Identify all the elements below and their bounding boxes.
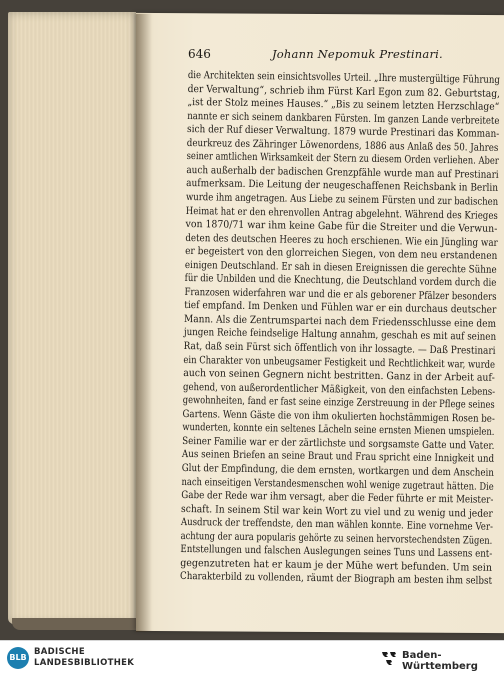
text-line: einigen Deutschland. Er sah in diesen Ereignissen die gerechte Sühne (184, 259, 497, 276)
text-line: Rat, daß sein Fürst sich öffentlich von ihr lossagte. — Daß Prestinari (183, 340, 496, 357)
text-line: auch von seinen Gegnern nicht bestritten. Ganz in der Arbeit auf- (183, 368, 495, 384)
text-line: deurkreuz des Zähringer Löwenordens, 1886 aus Anlaß des 50. Jahres (186, 137, 499, 154)
text-line: seiner amtlichen Wirksamkeit der Stern zu diesem Orden verliehen. Aber (186, 151, 499, 168)
text-line: Franzosen widerfahren war und die er als geborener Pfälzer besonders (184, 286, 497, 303)
text-line: gewohnheiten, fand er fast seine einzige Zerstreuung in der Pflege seines (182, 395, 495, 412)
text-line: tief empfand. Im Denken und Fühlen war er ein durchaus deutscher (184, 300, 497, 317)
text-line: ein Charakter von unbeugsamer Festigkeit und Rechtlichkeit war, wurde (183, 354, 496, 371)
text-line: Seiner Familie war er der zärtlichste und sorgsamste Gatte und Vater. (182, 435, 495, 452)
library-name[interactable] (34, 647, 134, 669)
state-name[interactable]: Baden-Württemberg (402, 650, 478, 672)
text-line: er begeistert von den glorreichen Siegen, von dem neu erstandenen (185, 246, 498, 263)
library-name-line2: LANDESBIBLIOTHEK (34, 658, 135, 668)
text-line: Heimat hat er den ehrenvollen Antrag abgelehnt. Während des Krieges (185, 205, 498, 222)
page-gutter-shadow (136, 14, 152, 632)
text-line: gegenzutreten hat er kaum je der Mühe wert befunden. Um sein (180, 557, 493, 574)
text-line: nannte er sich seinem dankbaren Fürsten. Im ganzen Lande verbreitete (187, 110, 500, 127)
text-line: Ausdruck der treffendste, den man wählen konnte. Eine vornehme Ver- (180, 517, 494, 533)
text-line: schaft. In seinem Stil war kein Wort zu viel und zu wenig und jeder (181, 503, 493, 520)
text-line: Entstellungen und falschen Auslegungen seines Tuns und Lassens ent- (180, 544, 493, 561)
text-line: Gartens. Wenn Gäste die von ihm okulierten hochstämmigen Rosen be- (182, 408, 495, 425)
text-line: Aus seinen Briefen an seine Braut und Frau spricht eine Innigkeit und (181, 449, 495, 466)
text-line: nach einseitigen Verstandesmenschen wohl wenige zugetraut hätten. Die (181, 476, 494, 493)
library-name-line1: BADISCHE (34, 647, 85, 657)
text-line: sich der Ruf dieser Verwaltung. 1879 wurde Prestinari das Komman- (186, 124, 500, 141)
footer-bar (0, 640, 504, 674)
text-line: gehend, von außerordentlicher Mäßigkeit, von den einfachsten Lebens- (182, 381, 496, 398)
running-title: Johann Nepomuk Prestinari. (272, 47, 443, 61)
text-line: jungen Reiche feindselige Haltung annahm, geschah es mit auf seinen (183, 327, 497, 344)
text-line: für die Unbilden und die Knechtung, die Deutschland vordem durch die (184, 273, 497, 290)
blb-logo-icon[interactable]: BLB (7, 647, 29, 669)
text-line: achtung der aura popularis gehörte zu seinen hervorstechendsten Zügen. (180, 530, 493, 547)
text-line: Mann. Als die Zentrumspartei nach dem Friedensschlusse eine dem (183, 313, 497, 330)
page-header (188, 47, 488, 67)
text-line: „ist der Stolz meines Hauses.“ „Bis zu seinem letzten Herzschlage“ (187, 97, 500, 113)
text-line: Charakterbild zu vollenden, räumt der Biograph am besten ihm selbst (179, 571, 493, 588)
text-line: Gabe der Rede war ihm versagt, aber die Feder führte er mit Meister- (181, 489, 494, 506)
text-line: die Architekten sein einsichtsvolles Urteil. „Ihre mustergültige Führung (187, 70, 500, 86)
text-line: von 1870/71 war ihm keine Gabe für die Streiter und die Verwun- (185, 219, 498, 235)
page-number: 646 (188, 47, 211, 61)
state-coat-of-arms-icon[interactable] (380, 649, 398, 667)
text-line: der Verwaltung“, schrieb ihm Fürst Karl Egon zum 82. Geburtstag, (187, 83, 501, 100)
body-text (180, 70, 500, 595)
text-line: auch außerhalb der badischen Grenzpfähle wurde man auf Prestinari (186, 164, 499, 181)
text-line: aufmerksam. Die Leitung der neugeschaffenen Reichsbank in Berlin (186, 178, 499, 195)
text-line: deten des deutschen Heeres zu hoch erschienen. Wie ein Jüngling war (185, 232, 498, 249)
text-line: Glut der Empfindung, die dem ernsten, wortkargen und dem Anschein (181, 462, 495, 479)
text-line: wurde ihm angetragen. Aus Liebe zu seinem Fürsten und zur badischen (185, 191, 499, 208)
book-page-edges (8, 12, 136, 624)
text-line: wunderten, konnte ein seltenes Lächeln seine ernsten Mienen umspielen. (182, 422, 495, 439)
